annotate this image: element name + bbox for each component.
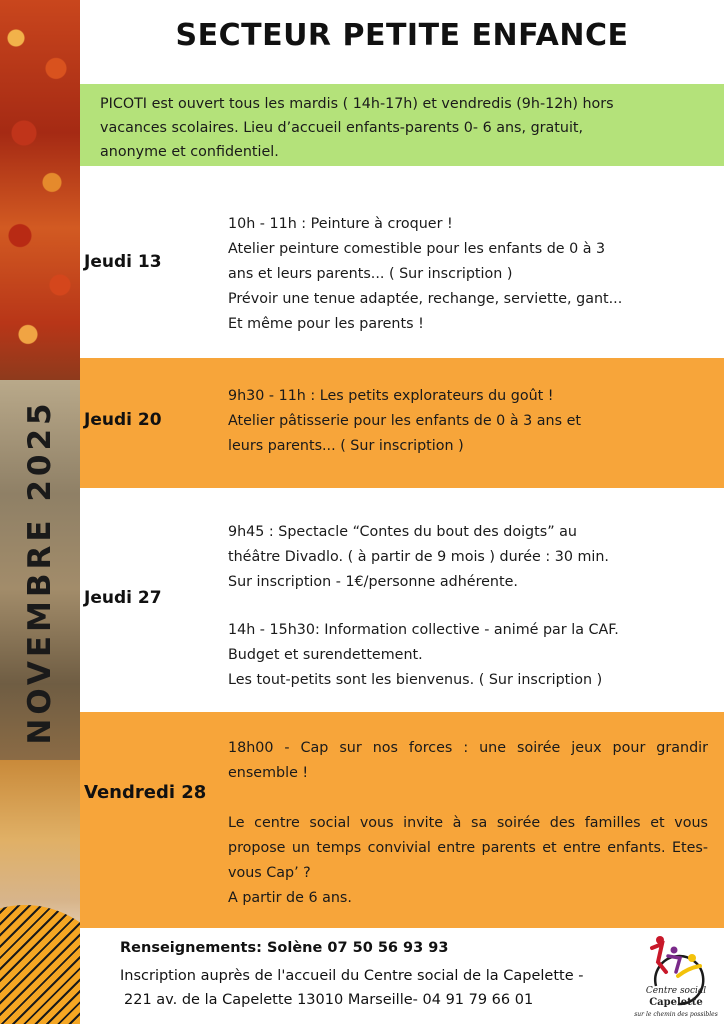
event-line: Prévoir une tenue adaptée, rechange, serviette, gant...	[228, 291, 623, 307]
event-line: Sur inscription - 1€/personne adhérente.	[228, 574, 518, 590]
event-paragraph: A partir de 6 ans.	[228, 890, 352, 906]
event-line: Budget et surendettement.	[228, 647, 423, 663]
contact-info: Renseignements: Solène 07 50 56 93 93	[120, 940, 449, 956]
event-paragraph: Le centre social vous invite à sa soirée des familles et vous propose un temps convivial entre parents et entre enfants. Etes-vous Cap’ ?	[228, 815, 708, 881]
event-line: Et même pour les parents !	[228, 316, 424, 332]
event-paragraph: 18h00 - Cap sur nos forces : une soirée jeux pour grandir ensemble !	[228, 740, 708, 781]
event-row-jeudi-20	[80, 358, 724, 488]
event-row-vendredi-28	[80, 712, 724, 928]
month-label: NOVEMBRE 2025	[22, 399, 58, 745]
picoti-info-banner	[80, 84, 724, 166]
address-info: 221 av. de la Capelette 13010 Marseille- 04 91 79 66 01	[124, 992, 534, 1008]
page-title: SECTEUR PETITE ENFANCE	[175, 18, 629, 53]
event-line: Les tout-petits sont les bienvenus. ( Sur inscription )	[228, 672, 603, 688]
autumn-leaves-image	[0, 0, 80, 380]
event-description	[228, 212, 708, 337]
event-description-second	[228, 618, 708, 693]
event-description	[228, 736, 708, 911]
event-line: théâtre Divadlo. ( à partir de 9 mois ) durée : 30 min.	[228, 549, 609, 565]
event-line: ans et leurs parents... ( Sur inscription )	[228, 266, 513, 282]
event-day: Vendredi 28	[84, 782, 207, 803]
logo-line: Capelette	[649, 997, 703, 1008]
intro-line: vacances scolaires. Lieu d’accueil enfants-parents 0- 6 ans, gratuit,	[100, 120, 584, 136]
event-line: leurs parents... ( Sur inscription )	[228, 438, 464, 454]
event-row-jeudi-13	[80, 166, 724, 358]
logo-text	[632, 985, 720, 1021]
event-line: 9h45 : Spectacle “Contes du bout des doigts” au	[228, 524, 577, 540]
event-line: Atelier pâtisserie pour les enfants de 0 à 3 ans et	[228, 413, 581, 429]
event-line: Atelier peinture comestible pour les enfants de 0 à 3	[228, 241, 606, 257]
logo-line: Centre social	[645, 986, 707, 996]
event-day: Jeudi 20	[84, 410, 162, 430]
registration-info: Inscription auprès de l'accueil du Centre social de la Capelette -	[120, 968, 584, 984]
intro-line: anonyme et confidentiel.	[100, 144, 279, 160]
event-line: 9h30 - 11h : Les petits explorateurs du goût !	[228, 388, 554, 404]
event-line: 10h - 11h : Peinture à croquer !	[228, 216, 453, 232]
event-day: Jeudi 27	[84, 588, 162, 608]
event-row-jeudi-27	[80, 488, 724, 712]
event-description	[228, 520, 708, 595]
intro-line: PICOTI est ouvert tous les mardis ( 14h-17h) et vendredis (9h-12h) hors	[100, 96, 614, 112]
event-line: 14h - 15h30: Information collective - animé par la CAF.	[228, 622, 619, 638]
event-description	[228, 384, 708, 459]
striped-circle-decoration	[0, 905, 80, 1024]
event-day: Jeudi 13	[84, 252, 162, 272]
logo-line: sur le chemin des possibles	[634, 1011, 718, 1018]
